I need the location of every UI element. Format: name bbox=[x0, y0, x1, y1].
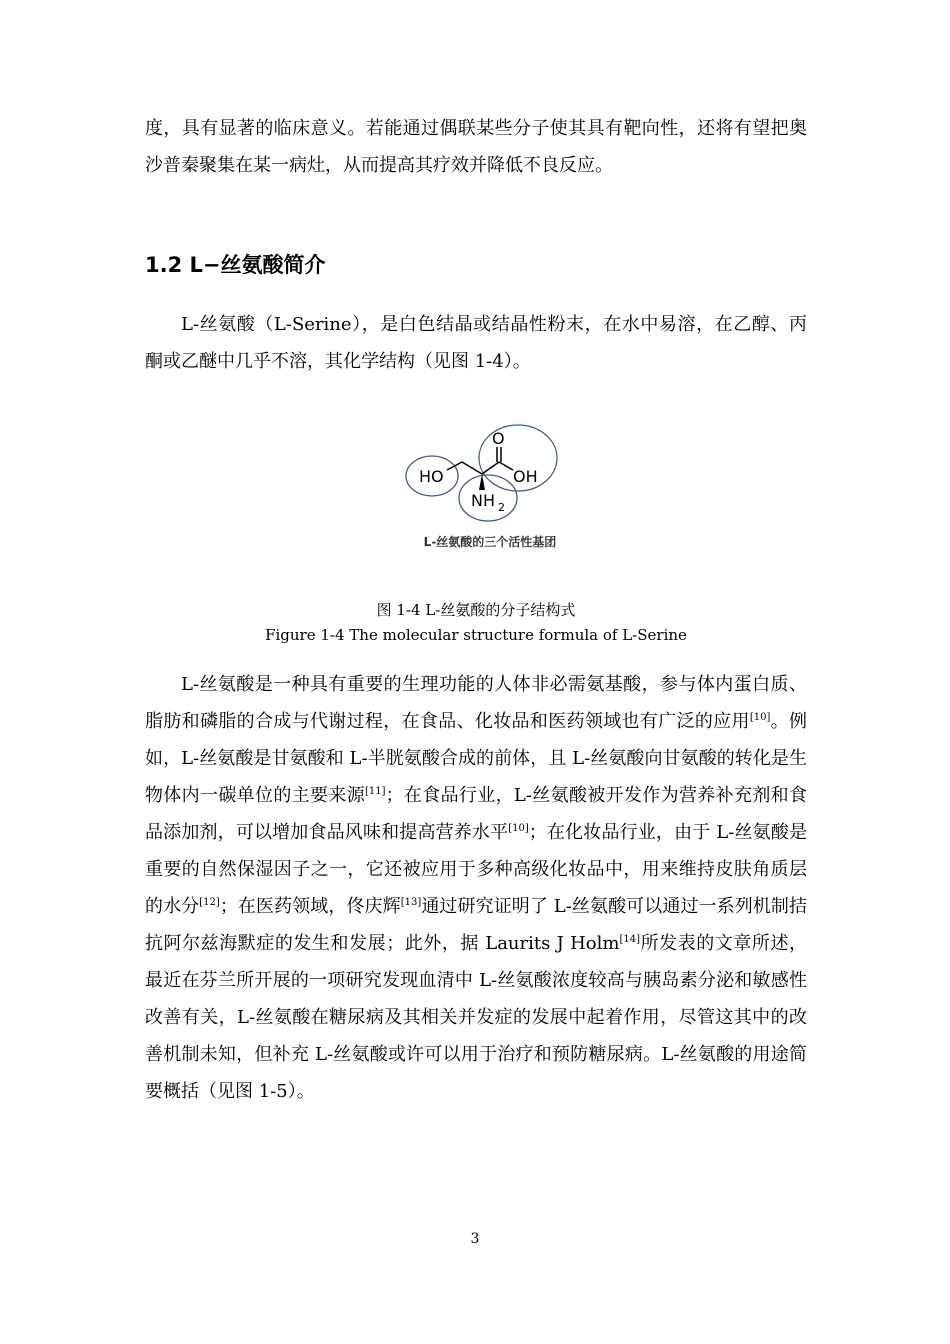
section-heading: 1.2 L−丝氨酸简介 bbox=[145, 253, 326, 277]
paragraph-text: 度，具有显著的临床意义。若能通过偶联某些分子使其具有靶向性，还将有望把奥沙普秦聚集在某一病灶，从而提高其疗效并降低不良反应。 bbox=[145, 118, 807, 176]
paragraph-text: 通过研究证明了 L-丝氨酸可以通过一系列机制拮抗阿尔兹海默症的发生和发展；此外，据 Laurits J Holm bbox=[145, 896, 807, 954]
citation-ref: [11] bbox=[365, 786, 386, 797]
citation-ref: [12] bbox=[199, 897, 220, 908]
figure-inner-caption: L-丝氨酸的三个活性基团 bbox=[423, 535, 557, 549]
paragraph-text: 所发表的文章所述，最近在芬兰所开展的一项研究发现血清中 L-丝氨酸浓度较高与胰岛素分泌和敏感性改善有关，L-丝氨酸在糖尿病及其相关并发症的发展中起着作用，尽管这其中的改善机制未知，但补充 L-丝氨酸或许可以用于治疗和预防糖尿病。L-丝氨酸的用途简要概括（见图 1-5）。 bbox=[145, 933, 807, 1102]
paragraph-continued bbox=[145, 110, 807, 184]
nh-label: NH bbox=[471, 491, 495, 510]
paragraph-text: L-丝氨酸是一种具有重要的生理功能的人体非必需氨基酸，参与体内蛋白质、脂肪和磷脂的合成与代谢过程，在食品、化妆品和医药领域也有广泛的应用 bbox=[145, 674, 807, 732]
citation-ref: [10] bbox=[749, 712, 771, 723]
oxygen-label: O bbox=[492, 429, 505, 448]
figure-caption-english: Figure 1-4 The molecular structure formula of L-Serine bbox=[265, 626, 687, 644]
citation-ref: [13] bbox=[400, 897, 422, 908]
molecular-structure-figure bbox=[390, 420, 590, 560]
paragraph-main bbox=[145, 666, 807, 1110]
paragraph-text: ；在医药领域，佟庆辉 bbox=[219, 896, 401, 917]
citation-ref: [10] bbox=[508, 823, 529, 834]
paragraph-text: ；在食品行业，L-丝氨酸被开发作为营养补充剂和食品添加剂，可以增加食品风味和提高营养水平 bbox=[145, 785, 807, 843]
page-number: 3 bbox=[470, 1231, 480, 1247]
subscript-2-label: 2 bbox=[498, 501, 505, 514]
ho-label: HO bbox=[419, 467, 444, 486]
paragraph-text: ；在化妆品行业，由于 L-丝氨酸是重要的自然保湿因子之一，它还被应用于多种高级化妆品中，用来维持皮肤角质层的水分 bbox=[145, 822, 807, 917]
bond-ho-c bbox=[447, 462, 462, 470]
bond-carbonyl-oh bbox=[499, 462, 513, 470]
bond-calpha-carbonyl bbox=[482, 462, 499, 474]
paragraph-text: 。例如，L-丝氨酸是甘氨酸和 L-半胱氨酸合成的前体，且 L-丝氨酸向甘氨酸的转化是生物体内一碳单位的主要来源 bbox=[145, 711, 807, 806]
paragraph-text: L-丝氨酸（L-Serine），是白色结晶或结晶性粉末，在水中易溶，在乙醇、丙酮或乙醚中几乎不溶，其化学结构（见图 1-4）。 bbox=[145, 314, 807, 372]
figure-caption-chinese: 图 1-4 L-丝氨酸的分子结构式 bbox=[376, 601, 576, 619]
citation-ref: [14] bbox=[619, 934, 641, 945]
oh-label: OH bbox=[513, 467, 538, 486]
paragraph-intro bbox=[145, 306, 807, 380]
